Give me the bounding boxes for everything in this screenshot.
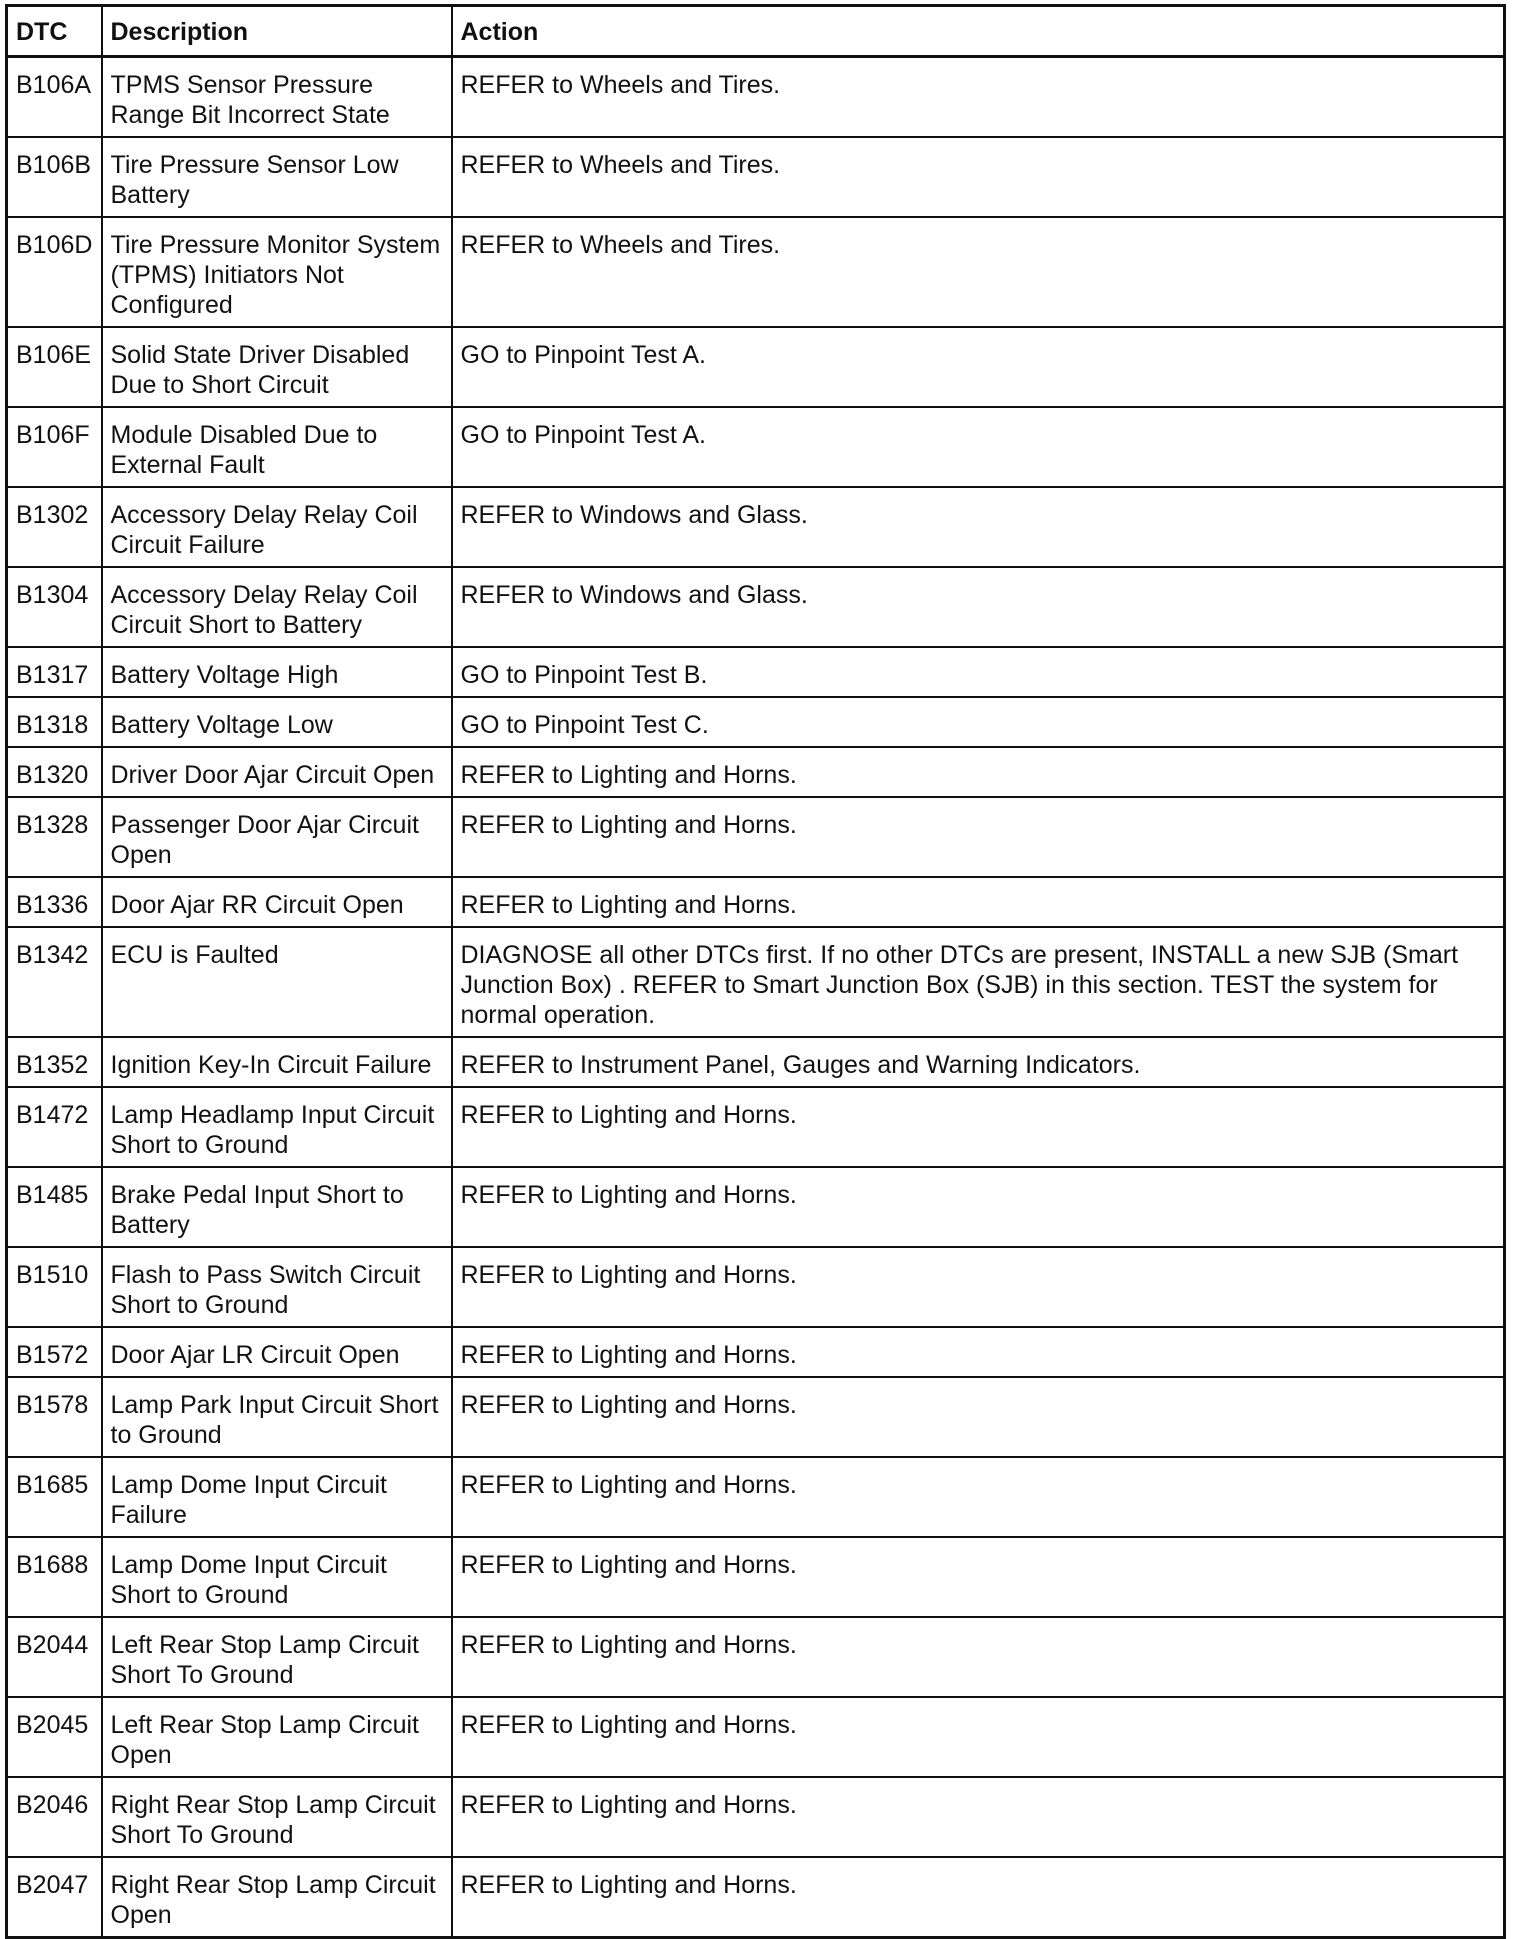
dtc-action: REFER to Wheels and Tires. [452,137,1505,217]
dtc-description: ECU is Faulted [102,927,452,1037]
dtc-code: B106E [7,327,102,407]
dtc-action: REFER to Lighting and Horns. [452,1247,1505,1327]
dtc-action: REFER to Lighting and Horns. [452,1857,1505,1938]
dtc-description: Lamp Dome Input Circuit Short to Ground [102,1537,452,1617]
table-row [7,1087,1505,1167]
dtc-action: REFER to Lighting and Horns. [452,1537,1505,1617]
header-description: Description [102,6,452,57]
dtc-code: B1304 [7,567,102,647]
table-row [7,877,1505,927]
table-row [7,1167,1505,1247]
dtc-description: Passenger Door Ajar Circuit Open [102,797,452,877]
dtc-action: REFER to Wheels and Tires. [452,217,1505,327]
header-dtc: DTC [7,6,102,57]
table-row [7,647,1505,697]
dtc-code: B1342 [7,927,102,1037]
dtc-description: Battery Voltage High [102,647,452,697]
dtc-action: REFER to Lighting and Horns. [452,1697,1505,1777]
dtc-description: Door Ajar LR Circuit Open [102,1327,452,1377]
header-action: Action [452,6,1505,57]
table-row [7,1247,1505,1327]
table-row [7,407,1505,487]
dtc-code: B106D [7,217,102,327]
table-row [7,487,1505,567]
dtc-action: REFER to Lighting and Horns. [452,1617,1505,1697]
dtc-action: REFER to Wheels and Tires. [452,57,1505,138]
table-row [7,217,1505,327]
dtc-code: B106A [7,57,102,138]
dtc-description: Module Disabled Due to External Fault [102,407,452,487]
dtc-code: B1688 [7,1537,102,1617]
dtc-description: Tire Pressure Monitor System (TPMS) Initiators Not Configured [102,217,452,327]
dtc-code: B106B [7,137,102,217]
dtc-description: Battery Voltage Low [102,697,452,747]
dtc-action: REFER to Lighting and Horns. [452,797,1505,877]
dtc-action: REFER to Windows and Glass. [452,487,1505,567]
table-row [7,1537,1505,1617]
table-row [7,1777,1505,1857]
table-row [7,1377,1505,1457]
dtc-action: DIAGNOSE all other DTCs first. If no other DTCs are present, INSTALL a new SJB (Smart Junction Box) . REFER to Smart Junction Box (SJB) in this section. TEST the system for normal operation. [452,927,1505,1037]
dtc-description: Brake Pedal Input Short to Battery [102,1167,452,1247]
dtc-code: B1302 [7,487,102,567]
dtc-description: Flash to Pass Switch Circuit Short to Ground [102,1247,452,1327]
dtc-code: B1685 [7,1457,102,1537]
dtc-description: Tire Pressure Sensor Low Battery [102,137,452,217]
dtc-description: Accessory Delay Relay Coil Circuit Short to Battery [102,567,452,647]
dtc-code: B106F [7,407,102,487]
dtc-action: REFER to Windows and Glass. [452,567,1505,647]
dtc-description: Right Rear Stop Lamp Circuit Open [102,1857,452,1938]
dtc-action: REFER to Lighting and Horns. [452,1777,1505,1857]
dtc-code: B2046 [7,1777,102,1857]
table-header-row [7,6,1505,57]
dtc-action: REFER to Lighting and Horns. [452,1377,1505,1457]
dtc-code: B1336 [7,877,102,927]
dtc-description: TPMS Sensor Pressure Range Bit Incorrect State [102,57,452,138]
dtc-action: GO to Pinpoint Test B. [452,647,1505,697]
dtc-code: B1572 [7,1327,102,1377]
table-row [7,697,1505,747]
dtc-description: Lamp Park Input Circuit Short to Ground [102,1377,452,1457]
table-row [7,747,1505,797]
table-row [7,1697,1505,1777]
dtc-action: GO to Pinpoint Test A. [452,407,1505,487]
dtc-code: B2047 [7,1857,102,1938]
dtc-action: REFER to Lighting and Horns. [452,1457,1505,1537]
table-row [7,927,1505,1037]
dtc-code: B1352 [7,1037,102,1087]
dtc-code: B1578 [7,1377,102,1457]
table-row [7,1037,1505,1087]
dtc-code: B2044 [7,1617,102,1697]
dtc-action: REFER to Instrument Panel, Gauges and Warning Indicators. [452,1037,1505,1087]
dtc-action: REFER to Lighting and Horns. [452,877,1505,927]
dtc-action: REFER to Lighting and Horns. [452,1167,1505,1247]
table-row [7,797,1505,877]
dtc-code: B1472 [7,1087,102,1167]
dtc-description: Lamp Dome Input Circuit Failure [102,1457,452,1537]
dtc-description: Lamp Headlamp Input Circuit Short to Ground [102,1087,452,1167]
table-row [7,57,1505,138]
dtc-code: B1328 [7,797,102,877]
dtc-code: B1510 [7,1247,102,1327]
dtc-description: Left Rear Stop Lamp Circuit Short To Ground [102,1617,452,1697]
dtc-action: REFER to Lighting and Horns. [452,1327,1505,1377]
dtc-page [5,4,1503,1939]
dtc-action: GO to Pinpoint Test A. [452,327,1505,407]
dtc-action: REFER to Lighting and Horns. [452,747,1505,797]
dtc-description: Door Ajar RR Circuit Open [102,877,452,927]
dtc-code: B1318 [7,697,102,747]
dtc-description: Ignition Key-In Circuit Failure [102,1037,452,1087]
dtc-action: REFER to Lighting and Horns. [452,1087,1505,1167]
dtc-code: B1320 [7,747,102,797]
dtc-description: Right Rear Stop Lamp Circuit Short To Ground [102,1777,452,1857]
table-row [7,137,1505,217]
dtc-code: B1317 [7,647,102,697]
table-row [7,1327,1505,1377]
table-row [7,1617,1505,1697]
table-row [7,1857,1505,1938]
dtc-action: GO to Pinpoint Test C. [452,697,1505,747]
dtc-code: B2045 [7,1697,102,1777]
dtc-description: Solid State Driver Disabled Due to Short Circuit [102,327,452,407]
table-row [7,1457,1505,1537]
dtc-description: Left Rear Stop Lamp Circuit Open [102,1697,452,1777]
table-row [7,327,1505,407]
dtc-description: Accessory Delay Relay Coil Circuit Failure [102,487,452,567]
dtc-code: B1485 [7,1167,102,1247]
dtc-table [5,4,1506,1939]
table-row [7,567,1505,647]
dtc-description: Driver Door Ajar Circuit Open [102,747,452,797]
